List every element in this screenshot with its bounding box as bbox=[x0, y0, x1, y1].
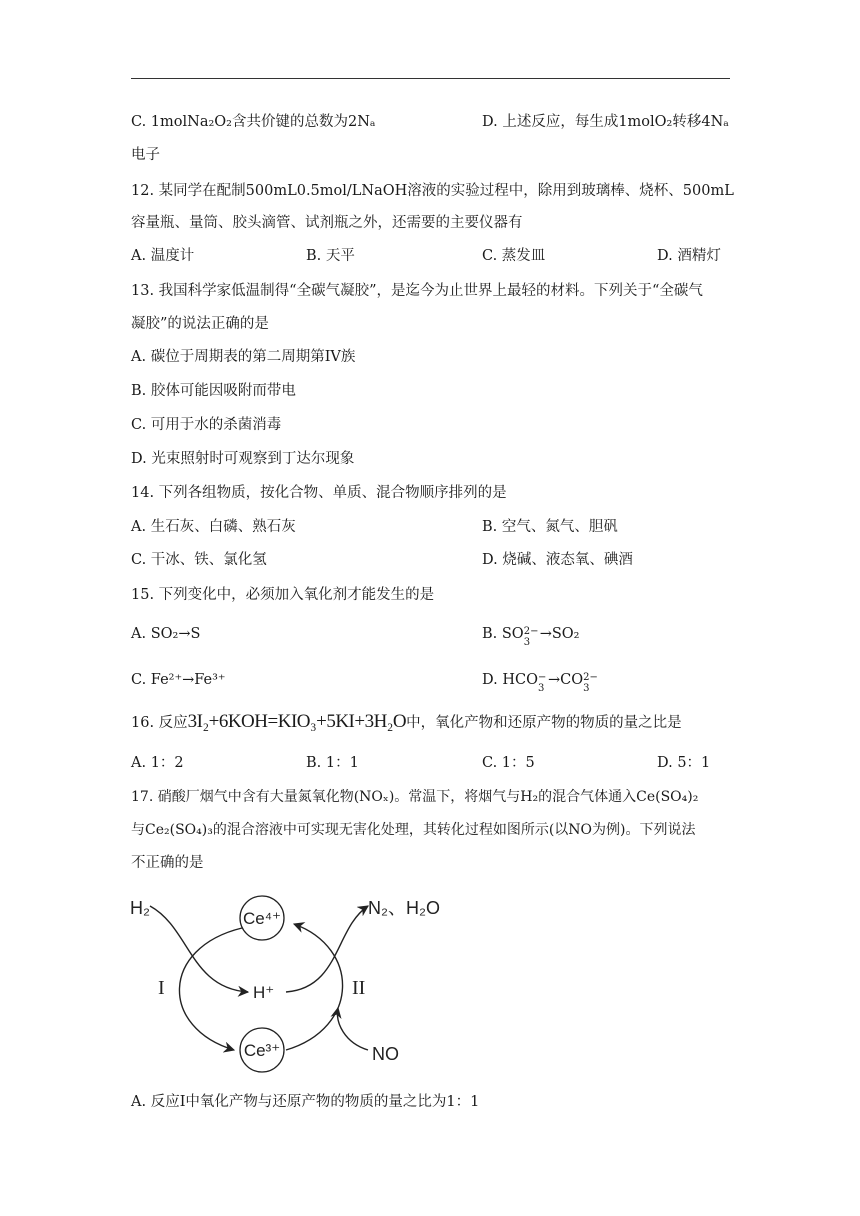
q15-b-subscript: 3 bbox=[523, 637, 531, 648]
q17-option-a: A. 反应I中氧化产物与还原产物的物质的量之比为1：1 bbox=[131, 1094, 480, 1110]
q14-option-d: D. 烧碱、液态氧、碘酒 bbox=[482, 552, 633, 568]
q16-option-b: B. 1：1 bbox=[306, 755, 359, 771]
h2-label: H₂ bbox=[130, 898, 150, 918]
reaction-1-label: I bbox=[158, 977, 165, 999]
q15-b-charge: 2− bbox=[523, 626, 539, 637]
q14-stem: 14. 下列各组物质，按化合物、单质、混合物顺序排列的是 bbox=[131, 485, 507, 501]
q12-option-a: A. 温度计 bbox=[131, 248, 195, 264]
hplus-label: H⁺ bbox=[253, 983, 275, 1002]
ce-cycle-diagram bbox=[120, 888, 480, 1078]
q15-b-post: →SO₂ bbox=[539, 626, 580, 642]
q17-stem-line1: 17. 硝酸厂烟气中含有大量氮氧化物(NOₓ)。常温下，将烟气与H₂的混合气体通入Ce(SO₄)₂ bbox=[131, 789, 699, 805]
q16-option-a: A. 1：2 bbox=[131, 755, 184, 771]
q15-d-charge2: 2− bbox=[583, 672, 598, 683]
arc-ce3-to-ce4-right bbox=[286, 924, 343, 1050]
q12-stem-line2: 容量瓶、量筒、胶头滴管、试剂瓶之外，还需要的主要仪器有 bbox=[131, 215, 523, 231]
q16-pre: 16. 反应 bbox=[131, 715, 188, 731]
q14-option-b: B. 空气、氮气、胆矾 bbox=[482, 519, 618, 535]
q16-option-c: C. 1：5 bbox=[482, 755, 535, 771]
q16-stem bbox=[131, 712, 682, 733]
reaction-2-label: II bbox=[352, 977, 366, 999]
header-rule bbox=[131, 78, 730, 79]
products-label: N₂、H₂O bbox=[368, 898, 440, 918]
q15-option-a: A. SO₂→S bbox=[131, 626, 201, 642]
q12-stem-line1: 12. 某同学在配制500mL0.5mol/LNaOH溶液的实验过程中，除用到玻璃棒、烧杯、500mL bbox=[131, 183, 734, 199]
arc-no-in bbox=[337, 1008, 368, 1050]
q17-stem-line3: 不正确的是 bbox=[131, 855, 204, 871]
no-label: NO bbox=[372, 1044, 399, 1064]
q14-option-a: A. 生石灰、白磷、熟石灰 bbox=[131, 519, 296, 535]
q11-option-d: D. 上述反应，每生成1molO₂转移4Nₐ bbox=[482, 114, 729, 130]
q15-d-mid: →CO bbox=[547, 672, 584, 688]
q13-option-d: D. 光束照射时可观察到丁达尔现象 bbox=[131, 451, 355, 467]
q15-d-subscript1: 3 bbox=[537, 683, 545, 694]
q15-option-c: C. Fe²⁺→Fe³⁺ bbox=[131, 672, 226, 688]
q15-option-d bbox=[482, 670, 598, 694]
q16-equation: 3I₂+6KOH=KIO₃+5KI+3H₂O bbox=[187, 711, 407, 732]
q12-option-d: D. 酒精灯 bbox=[657, 248, 721, 264]
q11-option-d-continuation: 电子 bbox=[131, 147, 160, 163]
q15-d-pre: D. HCO bbox=[482, 672, 538, 688]
q15-stem: 15. 下列变化中，必须加入氧化剂才能发生的是 bbox=[131, 587, 435, 603]
q16-post: 中，氧化产物和还原产物的物质的量之比是 bbox=[406, 715, 682, 731]
q15-option-b bbox=[482, 624, 580, 648]
q15-d-subscript2: 3 bbox=[583, 683, 590, 694]
q17-stem-line2: 与Ce₂(SO₄)₃的混合溶液中可实现无害化处理，其转化过程如图所示(以NO为例)。下列说法 bbox=[131, 822, 696, 838]
q13-option-a: A. 碳位于周期表的第二周期第IV族 bbox=[131, 349, 356, 365]
q13-option-c: C. 可用于水的杀菌消毒 bbox=[131, 417, 282, 433]
q16-option-d: D. 5：1 bbox=[657, 755, 711, 771]
q11-option-c: C. 1molNa₂O₂含共价键的总数为2Nₐ bbox=[131, 114, 376, 130]
q12-option-b: B. 天平 bbox=[306, 248, 355, 264]
q13-stem-line2: 凝胶”的说法正确的是 bbox=[131, 316, 269, 332]
q12-option-c: C. 蒸发皿 bbox=[482, 248, 546, 264]
q13-stem-line1: 13. 我国科学家低温制得“全碳气凝胶”，是迄今为止世界上最轻的材料。下列关于“全碳气 bbox=[131, 283, 703, 299]
q13-option-b: B. 胶体可能因吸附而带电 bbox=[131, 383, 296, 399]
q14-option-c: C. 干冰、铁、氯化氢 bbox=[131, 552, 267, 568]
q15-d-charge1: − bbox=[537, 672, 547, 683]
ce3-label: Ce³⁺ bbox=[243, 1041, 281, 1060]
ce4-label: Ce⁴⁺ bbox=[242, 909, 282, 928]
q15-b-pre: B. SO bbox=[482, 626, 524, 642]
